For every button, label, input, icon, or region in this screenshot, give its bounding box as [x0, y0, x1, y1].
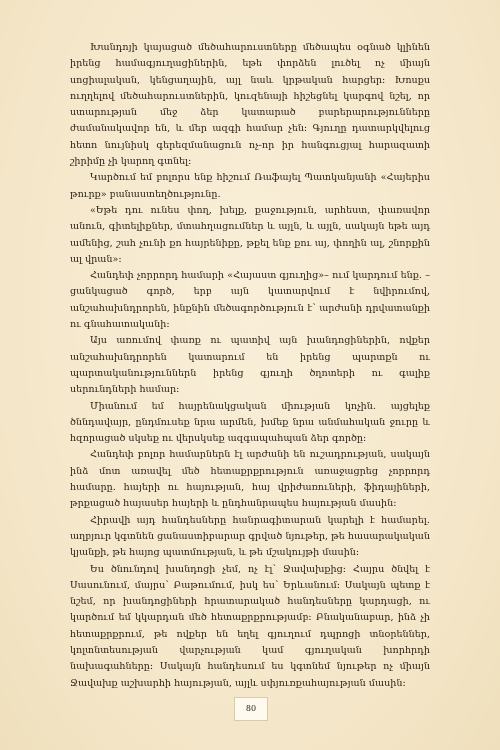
- paragraph: Միանում եմ հայրենակցական միության կոչին․ այցելեք ծննդավայր, ընդմուսեք նրա արմեն, խմեք նրա անմահական ջուրը և հզորացած սկսեք ու վերսկսեք ազգապահպան ձեր գործը։: [70, 400, 430, 445]
- paragraph: Այս առումով փառք ու պատիվ այն խանդոցիներին, ովքեր անշահախնդրորեն կատարում են իրենց պարտքն ու պարտականություններն իրենց գյուղի ծղոտերի ու գալիք սերունդների համար։: [70, 335, 430, 396]
- page-number: 80: [234, 697, 268, 721]
- body-text: [70, 40, 430, 692]
- paragraph: Խանդոյի կայացած մեծահարուստները մեծապես օգնած կլինեն իրենց համագյուղացիներին, եթե փորձեն լուծել ոչ միայն սոցիալական, կենցաղային, այլ նաև կրթական հարցեր։ Խոսքս ուղղելով մեծահարուստներին, կուզենայի հիշեցնել կարգով նշել, որ ստարության մեջ ձեր կատարած բարերարությունները ժամանակավոր են, և մեր ազգի համար չեն։ Գյուղը դատարկվելուց հետո նույնիսկ գերեզմանացուն ոչ-որ իր հանգուցյալ հարազատի շիրիմը չի կարող գտնել։: [70, 42, 430, 168]
- paragraph: Հանդեփ բոլոր համարներն էլ արժանի են ուշադրության, սակայն ինձ մոտ առավել մեծ հետաքրքրություն առաջացրեց չորրորդ համարը․ հայերի ու հայության, հայ վրիժառուների, ֆիդայիների, թրքացած հայասեր հայերի և ընդհանրապես հայության մասին։: [70, 449, 430, 510]
- paragraph: Հանդեփ չորրորդ համարի «Հայաստ գյուղից»– ում կարդում ենք․ – ցանկացած գործ, երբ այն կատարվում է նվիրումով, անշահախնդրորեն, ինքնին մեծագործություն է՝ արժանի դրվատանքի ու գնահատականի։: [70, 270, 430, 331]
- paragraph: «Եթե դու ունես փող, խելք, քաջություն, արհեստ, փառավոր անուն, գիտելիքներ, մտահղացումներ և այլն, և այլն, սակայն եթե այդ ամենից, շահ չունի քո հայրենիքը, թքել ենք քու այ, փողին ալ, շնորքին ալ վրան»։: [70, 204, 430, 265]
- paragraph: Հիրավի այդ հանդեսները հանրագիտարան կարելի է համարել․ աղբյուր կգտնեն ցանաստիբարար գրված նյութեր, թե հասարակական կյանքի, թե հայոց պատմության, և թե մշակույթի մասին։: [70, 514, 430, 559]
- paragraph: Կարծում եմ բոլորս ենք հիշում Ռաֆայել Պատկանյանի «Հայերիս թուրք» բանաստեղծությունը․: [70, 172, 430, 200]
- paragraph: Ես ծնունդով խանդոցի չեմ, ոչ էլ՝ Ջավախքից։ Հայրս ծնվել է Սասունում, մայրս՝ Բաթումում, իսկ ես՝ Երևանում։ Սակայն պետք է նշեմ, որ խանդոցիների հրատարակած հանդեսները կարդացի, ու կարծում եմ կկարդան մեծ հետաքրքրությամբ։ Բնականաբար, ինձ չի հետաքրքրում, թե ովքեր են եղել գյուղում դպրոցի տնօրեններ, կոլտնտեսության վարչության կամ գյուղական խորհրդի նախագահները։ Սակայն հանդեսում ես կգտնեմ նյութեր ոչ միայն Ջավախք աշխարհի հայության, այլև սփյուռքահայության մասին։: [70, 563, 430, 689]
